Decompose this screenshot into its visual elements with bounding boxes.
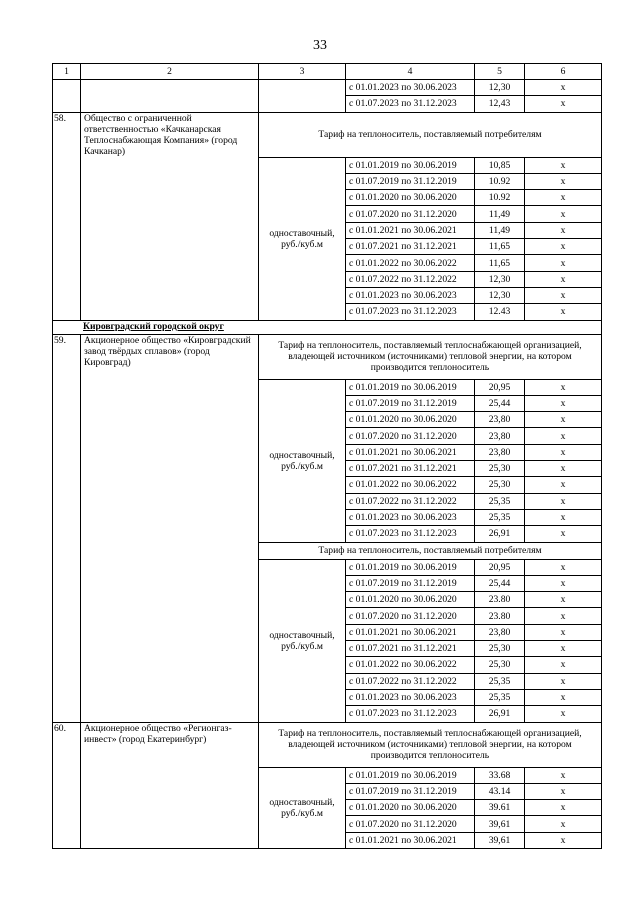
tariff-table — [52, 63, 602, 849]
column-header: 2 — [81, 64, 259, 80]
note-cell: x — [525, 304, 602, 320]
note-cell: x — [525, 287, 602, 303]
value-cell: 23,80 — [475, 444, 525, 460]
note-cell: x — [525, 509, 602, 525]
note-cell: x — [525, 96, 602, 112]
period-cell: с 01.07.2021 по 31.12.2021 — [346, 461, 475, 477]
note-cell: x — [525, 592, 602, 608]
period-cell: с 01.01.2020 по 30.06.2020 — [346, 592, 475, 608]
unit-cell: одноставочный, руб./куб.м — [259, 559, 346, 722]
header-row — [53, 64, 602, 80]
period-cell: с 01.01.2019 по 30.06.2019 — [346, 767, 475, 783]
note-cell: x — [525, 428, 602, 444]
value-cell: 33.68 — [475, 767, 525, 783]
value-cell: 23.80 — [475, 592, 525, 608]
value-cell: 26,91 — [475, 706, 525, 722]
column-header: 1 — [53, 64, 81, 80]
value-cell: 43.14 — [475, 783, 525, 799]
column-header: 5 — [475, 64, 525, 80]
note-cell: x — [525, 673, 602, 689]
period-cell: с 01.01.2023 по 30.06.2023 — [346, 509, 475, 525]
value-cell: 20,95 — [475, 379, 525, 395]
note-cell: x — [525, 444, 602, 460]
entry-number: 58. — [53, 112, 81, 320]
entry-number: 59. — [53, 334, 81, 722]
value-cell: 20,95 — [475, 559, 525, 575]
tariff-title: Тариф на теплоноситель, поставляемый теплоснабжающей организацией, владеющей источником (источниками) тепловой энергии, на котором производится теплоноситель — [259, 722, 602, 767]
column-header: 3 — [259, 64, 346, 80]
note-cell: x — [525, 206, 602, 222]
note-cell: x — [525, 608, 602, 624]
note-cell: x — [525, 379, 602, 395]
note-cell: x — [525, 575, 602, 591]
note-cell: x — [525, 190, 602, 206]
note-cell: x — [525, 816, 602, 832]
table-row — [53, 80, 602, 96]
note-cell: x — [525, 157, 602, 173]
value-cell: 39,61 — [475, 832, 525, 848]
note-cell: x — [525, 395, 602, 411]
note-cell: x — [525, 271, 602, 287]
value-cell: 11,49 — [475, 206, 525, 222]
value-cell: 25,35 — [475, 493, 525, 509]
note-cell: x — [525, 493, 602, 509]
block-title-row — [53, 722, 602, 767]
value-cell: 25,35 — [475, 509, 525, 525]
value-cell: 25,30 — [475, 657, 525, 673]
period-cell: с 01.07.2019 по 31.12.2019 — [346, 575, 475, 591]
note-cell: x — [525, 624, 602, 640]
period-cell: с 01.01.2021 по 30.06.2021 — [346, 624, 475, 640]
page-number: 33 — [313, 38, 327, 53]
note-cell: x — [525, 173, 602, 189]
period-cell: с 01.01.2022 по 30.06.2022 — [346, 255, 475, 271]
column-header: 4 — [346, 64, 475, 80]
value-cell: 39.61 — [475, 800, 525, 816]
value-cell: 12,30 — [475, 271, 525, 287]
value-cell: 25,44 — [475, 395, 525, 411]
period-cell: с 01.07.2019 по 31.12.2019 — [346, 783, 475, 799]
value-cell: 12,43 — [475, 96, 525, 112]
unit-cell — [259, 80, 346, 113]
value-cell: 10.92 — [475, 190, 525, 206]
period-cell: с 01.07.2022 по 31.12.2022 — [346, 673, 475, 689]
period-cell: с 01.01.2022 по 30.06.2022 — [346, 657, 475, 673]
note-cell: x — [525, 255, 602, 271]
district-row — [53, 320, 602, 334]
period-cell: с 01.07.2020 по 31.12.2020 — [346, 206, 475, 222]
note-cell: x — [525, 832, 602, 848]
value-cell: 11,65 — [475, 239, 525, 255]
district-heading: Кировградский городской округ — [53, 320, 602, 334]
note-cell: x — [525, 222, 602, 238]
note-cell: x — [525, 239, 602, 255]
value-cell: 26,91 — [475, 526, 525, 542]
num-cell — [53, 80, 81, 113]
tariff-title: Тариф на теплоноситель, поставляемый теплоснабжающей организацией, владеющей источником (источниками) тепловой энергии, на котором производится теплоноситель — [259, 334, 602, 379]
period-cell: с 01.07.2023 по 31.12.2023 — [346, 304, 475, 320]
period-cell: с 01.07.2023 по 31.12.2023 — [346, 526, 475, 542]
value-cell: 25,30 — [475, 477, 525, 493]
period-cell: с 01.07.2023 по 31.12.2023 — [346, 706, 475, 722]
value-cell: 23,80 — [475, 428, 525, 444]
note-cell: x — [525, 412, 602, 428]
note-cell: x — [525, 689, 602, 705]
value-cell: 25,30 — [475, 641, 525, 657]
note-cell: x — [525, 477, 602, 493]
value-cell: 25,35 — [475, 673, 525, 689]
period-cell: с 01.07.2022 по 31.12.2022 — [346, 271, 475, 287]
period-cell: с 01.01.2019 по 30.06.2019 — [346, 559, 475, 575]
tariff-title: Тариф на теплоноситель, поставляемый потребителям — [259, 542, 602, 559]
note-cell: x — [525, 641, 602, 657]
note-cell: x — [525, 461, 602, 477]
value-cell: 12.43 — [475, 304, 525, 320]
note-cell: x — [525, 783, 602, 799]
note-cell: x — [525, 767, 602, 783]
value-cell: 10.92 — [475, 173, 525, 189]
note-cell: x — [525, 800, 602, 816]
period-cell: с 01.01.2019 по 30.06.2019 — [346, 379, 475, 395]
period-cell: с 01.01.2023 по 30.06.2023 — [346, 689, 475, 705]
value-cell: 23.80 — [475, 608, 525, 624]
period-cell: с 01.07.2020 по 31.12.2020 — [346, 428, 475, 444]
note-cell: x — [525, 526, 602, 542]
period-cell: с 01.01.2020 по 30.06.2020 — [346, 800, 475, 816]
organization-name: Акционерное общество «Кировградский завод твёрдых сплавов» (город Кировград) — [81, 334, 259, 722]
entry-number: 60. — [53, 722, 81, 848]
unit-cell: одноставочный, руб./куб.м — [259, 157, 346, 320]
period-cell: с 01.07.2019 по 31.12.2019 — [346, 395, 475, 411]
unit-cell: одноставочный, руб./куб.м — [259, 767, 346, 848]
value-cell: 23,80 — [475, 412, 525, 428]
period-cell: с 01.01.2019 по 30.06.2019 — [346, 157, 475, 173]
period-cell: с 01.01.2022 по 30.06.2022 — [346, 477, 475, 493]
period-cell: с 01.07.2021 по 31.12.2021 — [346, 641, 475, 657]
value-cell: 11,49 — [475, 222, 525, 238]
block-title-row — [53, 334, 602, 379]
period-cell: с 01.07.2020 по 31.12.2020 — [346, 816, 475, 832]
unit-cell: одноставочный, руб./куб.м — [259, 379, 346, 542]
value-cell: 11,65 — [475, 255, 525, 271]
name-cell — [81, 80, 259, 113]
period-cell: с 01.01.2023 по 30.06.2023 — [346, 80, 475, 96]
value-cell: 10,85 — [475, 157, 525, 173]
period-cell: с 01.01.2021 по 30.06.2021 — [346, 444, 475, 460]
value-cell: 39,61 — [475, 816, 525, 832]
period-cell: с 01.01.2021 по 30.06.2021 — [346, 832, 475, 848]
note-cell: x — [525, 706, 602, 722]
period-cell: с 01.07.2022 по 31.12.2022 — [346, 493, 475, 509]
note-cell: x — [525, 559, 602, 575]
period-cell: с 01.07.2019 по 31.12.2019 — [346, 173, 475, 189]
note-cell: x — [525, 657, 602, 673]
period-cell: с 01.01.2020 по 30.06.2020 — [346, 412, 475, 428]
period-cell: с 01.07.2023 по 31.12.2023 — [346, 96, 475, 112]
period-cell: с 01.07.2021 по 31.12.2021 — [346, 239, 475, 255]
tariff-title: Тариф на теплоноситель, поставляемый потребителям — [259, 112, 602, 157]
organization-name: Акционерное общество «Регионгаз-инвест» (город Екатеринбург) — [81, 722, 259, 848]
note-cell: x — [525, 80, 602, 96]
value-cell: 12,30 — [475, 287, 525, 303]
value-cell: 25,30 — [475, 461, 525, 477]
period-cell: с 01.01.2023 по 30.06.2023 — [346, 287, 475, 303]
value-cell: 23,80 — [475, 624, 525, 640]
value-cell: 25,35 — [475, 689, 525, 705]
block-title-row — [53, 112, 602, 157]
period-cell: с 01.07.2020 по 31.12.2020 — [346, 608, 475, 624]
organization-name: Общество с ограниченной ответственностью «Качканарская Теплоснабжающая Компания» (город Качканар) — [81, 112, 259, 320]
period-cell: с 01.01.2020 по 30.06.2020 — [346, 190, 475, 206]
period-cell: с 01.01.2021 по 30.06.2021 — [346, 222, 475, 238]
value-cell: 12,30 — [475, 80, 525, 96]
column-header: 6 — [525, 64, 602, 80]
value-cell: 25,44 — [475, 575, 525, 591]
